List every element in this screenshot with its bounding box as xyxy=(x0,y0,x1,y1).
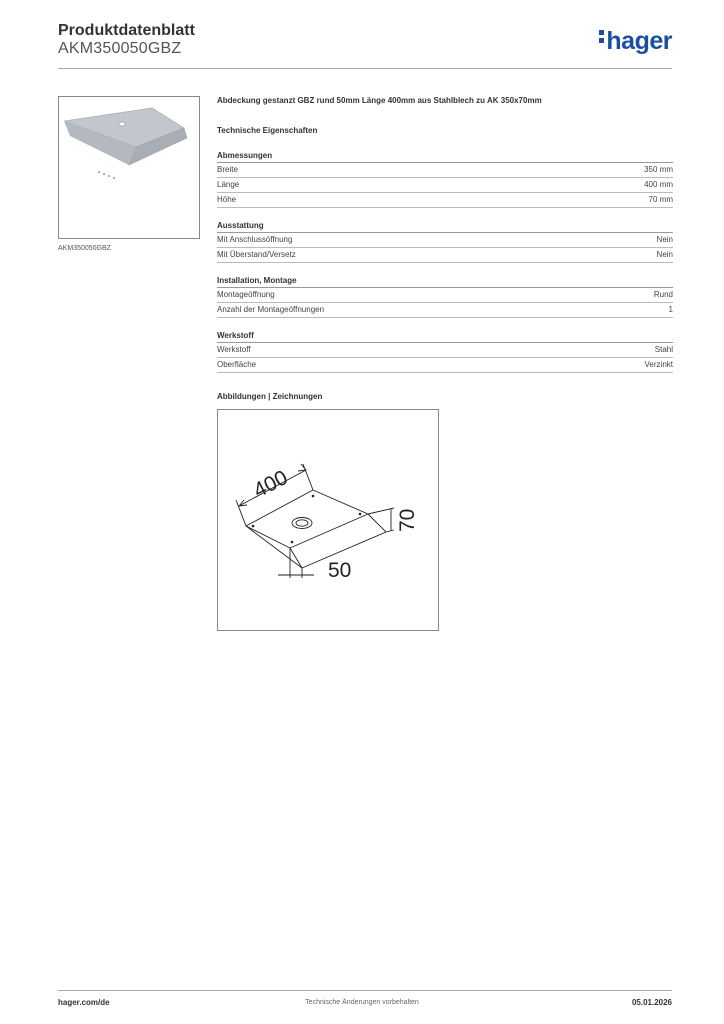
property-group-material xyxy=(217,331,673,373)
product-details xyxy=(217,96,673,631)
property-group-dimensions xyxy=(217,151,673,208)
footer-date: 05.01.2026 xyxy=(631,998,672,1007)
dimension-drawing-icon xyxy=(218,410,438,630)
property-label: Länge xyxy=(217,180,240,189)
property-label: Anzahl der Montageöffnungen xyxy=(217,305,325,314)
property-value: Stahl xyxy=(654,345,673,354)
images-drawings-title: Abbildungen | Zeichnungen xyxy=(217,392,323,401)
property-row xyxy=(217,288,673,303)
property-value: 400 mm xyxy=(644,180,673,189)
property-label: Montageöffnung xyxy=(217,290,275,299)
photo-caption: AKM350050GBZ xyxy=(58,245,111,252)
property-label: Oberfläche xyxy=(217,360,257,369)
property-value: Rund xyxy=(653,290,673,299)
footer-website: hager.com/de xyxy=(58,998,110,1007)
property-group-equipment xyxy=(217,221,673,263)
property-row xyxy=(217,303,673,318)
property-value: Nein xyxy=(656,250,673,259)
page-title: Produktdatenblatt xyxy=(58,22,195,39)
group-title: Abmessungen xyxy=(217,151,673,163)
technical-properties-title: Technische Eigenschaften xyxy=(217,126,318,135)
header-divider xyxy=(58,68,672,69)
property-value: 1 xyxy=(668,305,673,314)
group-title: Ausstattung xyxy=(217,221,673,233)
height-dimension-label: 70 xyxy=(396,508,419,532)
property-row xyxy=(217,343,673,358)
footer-divider xyxy=(58,990,672,991)
group-title: Installation, Montage xyxy=(217,276,673,288)
logo-colon-icon xyxy=(599,27,604,46)
property-label: Höhe xyxy=(217,195,237,204)
product-code-subtitle: AKM350050GBZ xyxy=(58,40,182,57)
hole-dimension-label: 50 xyxy=(328,559,352,582)
property-value: 70 mm xyxy=(648,195,673,204)
property-value: 350 mm xyxy=(644,165,673,174)
property-value: Verzinkt xyxy=(644,360,673,369)
property-group-installation xyxy=(217,276,673,318)
logo-text: hager xyxy=(606,27,672,55)
product-photo xyxy=(58,96,200,239)
technical-drawing xyxy=(217,409,439,631)
property-label: Breite xyxy=(217,165,238,174)
property-row xyxy=(217,193,673,208)
property-label: Mit Überstand/Versetz xyxy=(217,250,296,259)
property-row xyxy=(217,233,673,248)
cover-plate-photo-icon xyxy=(59,97,199,238)
property-row xyxy=(217,163,673,178)
product-description: Abdeckung gestanzt GBZ rund 50mm Länge 400mm aus Stahlblech zu AK 350x70mm xyxy=(217,96,542,105)
property-label: Mit Anschlussöffnung xyxy=(217,235,293,244)
property-row xyxy=(217,248,673,263)
property-value: Nein xyxy=(656,235,673,244)
length-dimension-label: 400 xyxy=(249,466,292,503)
hager-logo xyxy=(599,27,672,56)
property-row xyxy=(217,178,673,193)
footer-disclaimer: Technische Änderungen vorbehalten xyxy=(305,999,419,1006)
property-label: Werkstoff xyxy=(217,345,251,354)
group-title: Werkstoff xyxy=(217,331,673,343)
property-row xyxy=(217,358,673,373)
